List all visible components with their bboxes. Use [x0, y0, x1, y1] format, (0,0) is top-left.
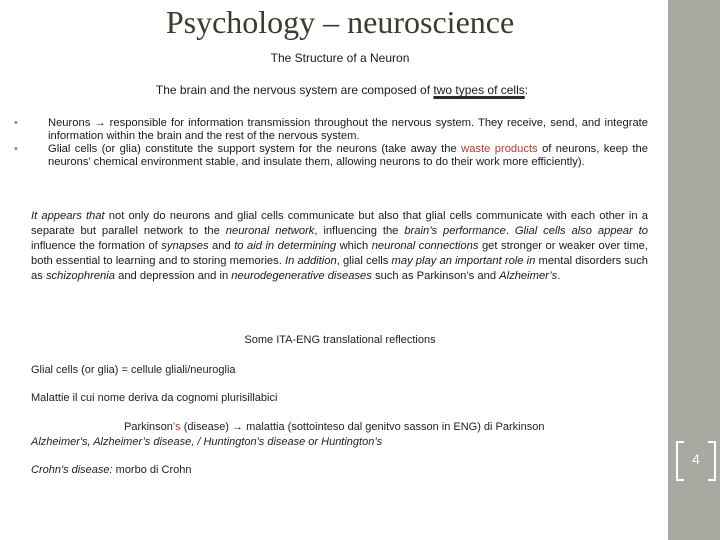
bullet-icon: •	[14, 143, 18, 155]
slide-title: Psychology – neuroscience	[165, 4, 515, 40]
translation-heading: Some ITA-ENG translational reflections	[244, 334, 436, 346]
bullet-icon: •	[14, 117, 18, 129]
list-item: • Neurons → responsible for information transmission throughout the nervous system. They receive, send, and integrate information within the brain and the rest of the nervous system.	[14, 117, 648, 142]
page-number-label: 4	[692, 451, 700, 467]
translation-line: Parkinson’s (disease) → malattia (sottointeso dal genitvo sasson in ENG) di Parkinson	[124, 421, 545, 433]
slide-subtitle: The Structure of a Neuron	[270, 51, 410, 65]
highlighted-term: waste products	[461, 143, 538, 155]
translation-line: Crohn's disease: morbo di Crohn	[31, 464, 192, 476]
translation-line: Malattie il cui nome deriva da cognomi plurisillabici	[31, 392, 278, 404]
page-number	[676, 441, 716, 481]
translation-line: Alzheimer's, Alzheimer’s disease, / Huntington's disease or Huntington’s	[31, 436, 383, 448]
bullet-list	[14, 117, 648, 169]
translation-line: Glial cells (or glia) = cellule gliali/neuroglia	[31, 364, 236, 376]
body-paragraph: It appears that not only do neurons and glial cells communicate but also that glial cells communicate with each other in a separate but parallel network to the neuronal network, influencing the brain’s performance. Glial cells also appear to influence the formation of synapses and to aid in determining which neuronal connections get stronger or weaker over time, both essential to learning and to storing memories. In addition, glial cells may play an important role in mental disorders such as schizophrenia and depression and in neurodegenerative diseases such as Parkinson’s and Alzheimer’s.	[31, 210, 649, 282]
intro-sentence: The brain and the nervous system are composed of two types of cells:	[155, 83, 529, 97]
underlined-phrase: two types of cells	[433, 83, 525, 97]
list-item: • Glial cells (or glia) constitute the support system for the neurons (take away the waste products of neurons, keep the neurons’ chemical environment stable, and insulate them, allowing neurons to do their work more efficiently).	[14, 143, 648, 168]
